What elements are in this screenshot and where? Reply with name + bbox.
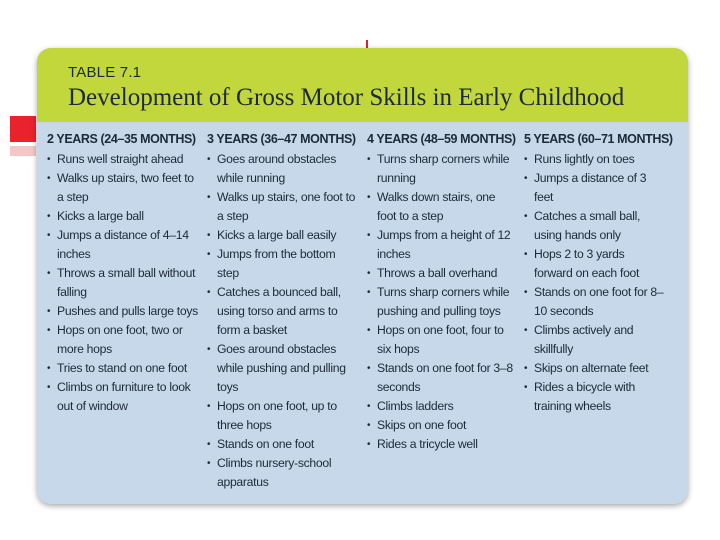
skill-text: Walks up stairs, one foot to a step (217, 190, 356, 223)
bullet-icon: • (367, 154, 371, 165)
skill-text: Rides a bicycle with training wheels (534, 380, 636, 413)
bullet-icon: • (207, 249, 211, 260)
list-item (367, 321, 515, 359)
skill-text: Pushes and pulls large toys (57, 304, 198, 318)
skill-text: Climbs ladders (377, 399, 454, 413)
list-item (47, 207, 199, 226)
bullet-icon: • (367, 287, 371, 298)
skill-text: Jumps a distance of 4–14 inches (57, 228, 189, 261)
skill-list (524, 150, 664, 416)
skill-text: Turns sharp corners while pushing and pulling toys (377, 285, 510, 318)
list-item (524, 169, 664, 207)
skill-text: Walks down stairs, one foot to a step (377, 190, 496, 223)
skill-text: Climbs nursery-school apparatus (217, 456, 332, 489)
list-item (367, 226, 515, 264)
bullet-icon: • (207, 344, 211, 355)
skill-text: Jumps from a height of 12 inches (377, 228, 511, 261)
table-card (37, 48, 688, 504)
list-item (367, 435, 515, 454)
decorative-red-square (10, 116, 36, 142)
bullet-icon: • (524, 287, 528, 298)
list-item (207, 245, 357, 283)
bullet-icon: • (367, 363, 371, 374)
list-item (524, 378, 664, 416)
list-item (524, 150, 664, 169)
bullet-icon: • (47, 382, 51, 393)
list-item (47, 321, 199, 359)
column-2-years (47, 132, 199, 416)
skill-text: Stands on one foot for 8–10 seconds (534, 285, 664, 318)
list-item (207, 283, 357, 340)
bullet-icon: • (47, 363, 51, 374)
skill-text: Runs well straight ahead (57, 152, 184, 166)
bullet-icon: • (524, 363, 528, 374)
skill-list (207, 150, 357, 492)
skill-list (367, 150, 515, 454)
list-item (367, 359, 515, 397)
skill-text: Throws a ball overhand (377, 266, 498, 280)
list-item (524, 321, 664, 359)
skill-text: Jumps a distance of 3 feet (534, 171, 647, 204)
bullet-icon: • (367, 268, 371, 279)
bullet-icon: • (207, 287, 211, 298)
skill-text: Stands on one foot (217, 437, 314, 451)
bullet-icon: • (47, 154, 51, 165)
skill-text: Kicks a large ball (57, 209, 144, 223)
bullet-icon: • (207, 439, 211, 450)
column-heading: 2 YEARS (24–35 MONTHS) (47, 132, 196, 146)
skill-text: Goes around obstacles while running (217, 152, 337, 185)
bullet-icon: • (367, 230, 371, 241)
bullet-icon: • (367, 192, 371, 203)
skill-text: Walks up stairs, two feet to a step (57, 171, 194, 204)
list-item (524, 359, 664, 378)
skill-text: Kicks a large ball easily (217, 228, 337, 242)
skill-text: Skips on alternate feet (534, 361, 649, 375)
bullet-icon: • (207, 458, 211, 469)
bullet-icon: • (524, 249, 528, 260)
list-item (47, 169, 199, 207)
bullet-icon: • (207, 154, 211, 165)
bullet-icon: • (47, 230, 51, 241)
skill-text: Throws a small ball without falling (57, 266, 196, 299)
table-title: Development of Gross Motor Skills in Early Childhood (68, 84, 625, 111)
bullet-icon: • (47, 306, 51, 317)
skill-text: Climbs actively and skillfully (534, 323, 634, 356)
skill-list (47, 150, 199, 416)
list-item (47, 150, 199, 169)
skill-text: Rides a tricycle well (377, 437, 478, 451)
list-item (207, 226, 357, 245)
skill-text: Tries to stand on one foot (57, 361, 187, 375)
list-item (524, 207, 664, 245)
bullet-icon: • (524, 173, 528, 184)
list-item (207, 435, 357, 454)
list-item (207, 150, 357, 188)
column-3-years (207, 132, 357, 492)
bullet-icon: • (367, 420, 371, 431)
bullet-icon: • (207, 230, 211, 241)
bullet-icon: • (207, 401, 211, 412)
skill-text: Hops on one foot, two or more hops (57, 323, 183, 356)
skill-text: Climbs on furniture to look out of window (57, 380, 191, 413)
bullet-icon: • (524, 325, 528, 336)
list-item (367, 150, 515, 188)
list-item (207, 340, 357, 397)
bullet-icon: • (367, 439, 371, 450)
bullet-icon: • (524, 211, 528, 222)
list-item (47, 226, 199, 264)
skill-text: Catches a small ball, using hands only (534, 209, 641, 242)
table-header (37, 48, 688, 122)
bullet-icon: • (47, 325, 51, 336)
table-body (37, 122, 688, 504)
list-item (367, 416, 515, 435)
bullet-icon: • (524, 154, 528, 165)
column-4-years (367, 132, 515, 454)
skill-text: Runs lightly on toes (534, 152, 635, 166)
bullet-icon: • (207, 192, 211, 203)
bullet-icon: • (524, 382, 528, 393)
column-heading: 5 YEARS (60–71 MONTHS) (524, 132, 673, 146)
bullet-icon: • (47, 173, 51, 184)
column-heading: 3 YEARS (36–47 MONTHS) (207, 132, 356, 146)
list-item (207, 454, 357, 492)
column-heading: 4 YEARS (48–59 MONTHS) (367, 132, 516, 146)
list-item (367, 283, 515, 321)
list-item (367, 264, 515, 283)
list-item (367, 188, 515, 226)
list-item (524, 245, 664, 283)
skill-text: Hops on one foot, up to three hops (217, 399, 337, 432)
skill-text: Hops 2 to 3 yards forward on each foot (534, 247, 640, 280)
list-item (47, 359, 199, 378)
list-item (47, 264, 199, 302)
skill-text: Hops on one foot, four to six hops (377, 323, 504, 356)
skill-text: Goes around obstacles while pushing and pulling toys (217, 342, 346, 394)
column-5-years (524, 132, 673, 416)
skill-text: Skips on one foot (377, 418, 467, 432)
bullet-icon: • (47, 211, 51, 222)
bullet-icon: • (47, 268, 51, 279)
bullet-icon: • (367, 401, 371, 412)
skill-text: Turns sharp corners while running (377, 152, 510, 185)
decorative-pink-bar (10, 146, 36, 156)
list-item (524, 283, 664, 321)
skill-text: Catches a bounced ball, using torso and arms to form a basket (217, 285, 341, 337)
list-item (207, 397, 357, 435)
list-item (47, 378, 199, 416)
bullet-icon: • (367, 325, 371, 336)
list-item (47, 302, 199, 321)
skill-text: Jumps from the bottom step (217, 247, 336, 280)
list-item (207, 188, 357, 226)
table-number: TABLE 7.1 (68, 64, 142, 81)
skill-text: Stands on one foot for 3–8 seconds (377, 361, 513, 394)
list-item (367, 397, 515, 416)
